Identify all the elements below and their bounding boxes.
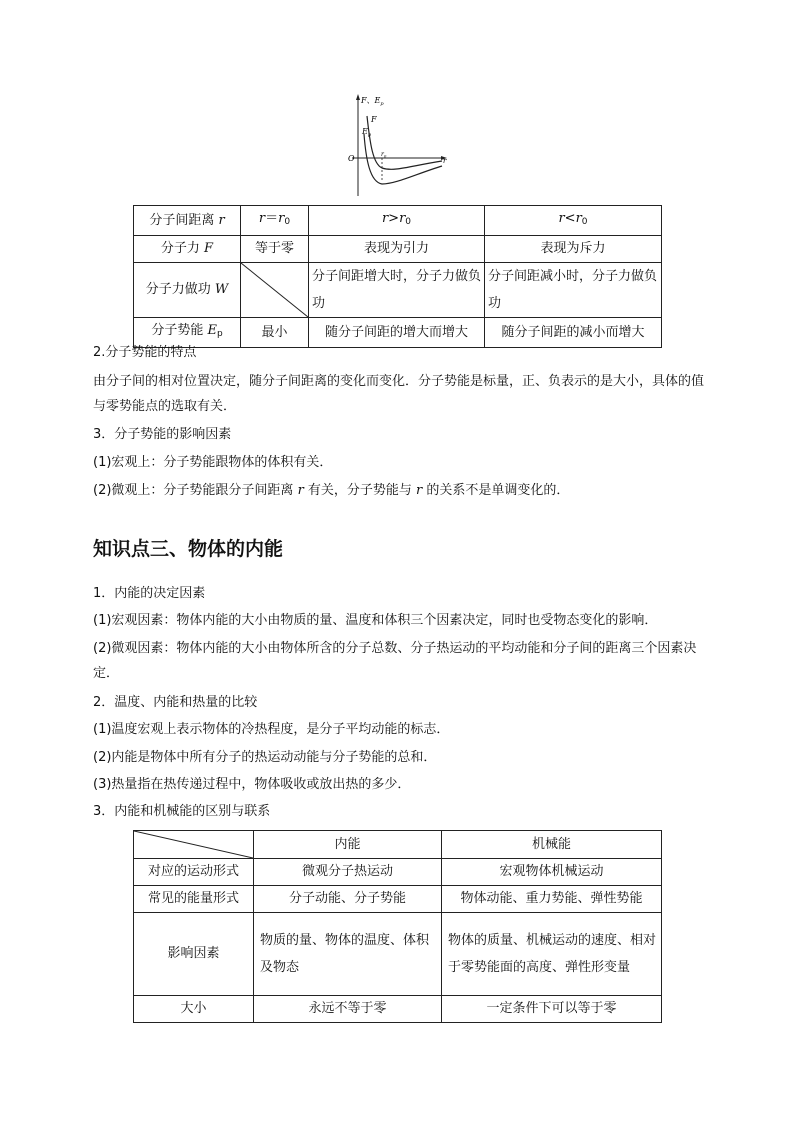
table-row xyxy=(134,831,662,859)
list-item: (2)微观上：分子势能跟分子间距离 r 有关，分子势能与 r 的关系不是单调变化的． xyxy=(93,483,570,498)
table-cell: 影响因素 xyxy=(134,913,254,996)
section-title: 1．内能的决定因素 xyxy=(93,586,206,601)
table-cell: 对应的运动形式 xyxy=(134,859,254,886)
table-cell: $r<r_0$ xyxy=(485,206,662,236)
force-energy-graph xyxy=(340,92,456,200)
table-header-cell: 机械能 xyxy=(442,831,662,859)
table-row xyxy=(134,996,662,1023)
section-heading: 知识点三、物体的内能 xyxy=(93,538,284,560)
potential-curve-label: $E_p$ xyxy=(362,127,372,138)
table-header-cell: 内能 xyxy=(254,831,442,859)
section-title: 3．内能和机械能的区别与联系 xyxy=(93,804,271,819)
diagonal-line xyxy=(241,263,308,317)
table-cell: 分子势能 $E_p$ xyxy=(134,318,241,348)
table-cell: 随分子间距的减小而增大 xyxy=(485,318,662,348)
list-item: (2)内能是物体中所有分子的热运动动能与分子势能的总和． xyxy=(93,750,437,765)
table-cell: $r>r_0$ xyxy=(309,206,485,236)
table-cell: 分子间距离 r xyxy=(134,206,241,236)
table-cell: 一定条件下可以等于零 xyxy=(442,996,662,1023)
diagonal-cell xyxy=(134,831,254,859)
table-row xyxy=(134,318,662,348)
table-cell: 宏观物体机械运动 xyxy=(442,859,662,886)
force-curve-label: F xyxy=(371,115,377,124)
table-cell: 分子动能、分子势能 xyxy=(254,886,442,913)
origin-label: O xyxy=(348,154,355,163)
table-cell: 分子力做功 W xyxy=(134,263,241,318)
table-cell: 分子间距增大时，分子力做负功 xyxy=(309,263,485,318)
table-row xyxy=(134,263,662,318)
table-cell: 表现为斥力 xyxy=(485,236,662,263)
table-row xyxy=(134,913,662,996)
list-item: (1)宏观上：分子势能跟物体的体积有关． xyxy=(93,455,333,470)
table-cell: 物体的质量、机械运动的速度、相对于零势能面的高度、弹性形变量 xyxy=(442,913,662,996)
table-cell: 永远不等于零 xyxy=(254,996,442,1023)
list-item: (3)热量指在热传递过程中，物体吸收或放出热的多少． xyxy=(93,777,411,792)
list-item: (1)宏观因素：物体内能的大小由物质的量、温度和体积三个因素决定，同时也受物态变化的影响． xyxy=(93,613,658,628)
potential-energy-curve xyxy=(364,134,442,184)
table-row xyxy=(134,206,662,236)
table-cell: 大小 xyxy=(134,996,254,1023)
table-row xyxy=(134,236,662,263)
table-row xyxy=(134,859,662,886)
table-cell: 随分子间距的增大而增大 xyxy=(309,318,485,348)
table-cell: 微观分子热运动 xyxy=(254,859,442,886)
force-curve xyxy=(367,116,442,169)
table-cell: 等于零 xyxy=(241,236,309,263)
list-item: (2)微观因素：物体内能的大小由物体所含的分子总数、分子热运动的平均动能和分子间的距离三个因素决定． xyxy=(93,641,697,681)
table-cell: 表现为引力 xyxy=(309,236,485,263)
table-cell: 分子间距减小时，分子力做负功 xyxy=(485,263,662,318)
section-title: 2.分子势能的特点 xyxy=(93,345,197,360)
table-cell: 最小 xyxy=(241,318,309,348)
table-cell: 分子力 F xyxy=(134,236,241,263)
table-row xyxy=(134,886,662,913)
x-axis-label: r xyxy=(443,157,447,165)
y-axis-label: F、$E_p$ xyxy=(361,96,384,107)
y-axis-arrow xyxy=(356,94,360,100)
table-cell: $r=r_0$ xyxy=(241,206,309,236)
list-item: (1)温度宏观上表示物体的冷热程度，是分子平均动能的标志． xyxy=(93,722,450,737)
molecular-force-table xyxy=(133,205,662,348)
r0-label: $r_0$ xyxy=(381,151,387,159)
table-cell: 物体动能、重力势能、弹性势能 xyxy=(442,886,662,913)
table-cell: 常见的能量形式 xyxy=(134,886,254,913)
section-title: 2．温度、内能和热量的比较 xyxy=(93,695,258,710)
table-cell: 物质的量、物体的温度、体积及物态 xyxy=(254,913,442,996)
diagonal-line xyxy=(134,831,253,858)
paragraph: 由分子间的相对位置决定，随分子间距离的变化而变化．分子势能是标量，正、负表示的是大小，具体的值与零势能点的选取有关． xyxy=(93,374,705,414)
diagonal-cell xyxy=(241,263,309,318)
section-title: 3．分子势能的影响因素 xyxy=(93,427,232,442)
energy-comparison-table xyxy=(133,830,662,1023)
